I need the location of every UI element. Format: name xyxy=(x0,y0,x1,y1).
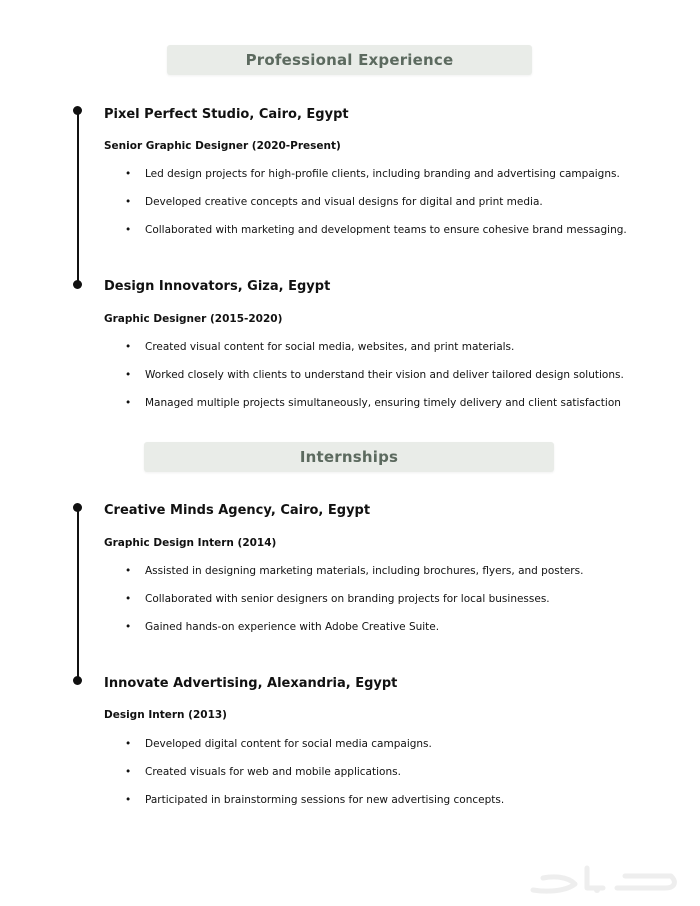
bullet-icon: • xyxy=(125,341,132,353)
bullet-icon: • xyxy=(125,224,132,236)
bullet-icon: • xyxy=(125,593,132,605)
timeline-dot xyxy=(73,503,82,512)
bullet-icon: • xyxy=(125,369,132,381)
section-title: Professional Experience xyxy=(245,51,454,69)
company-name: Innovate Advertising, Alexandria, Egypt xyxy=(104,676,398,691)
job-role: Graphic Design Intern (2014) xyxy=(104,537,277,549)
timeline-line xyxy=(77,111,79,285)
job-role: Graphic Designer (2015-2020) xyxy=(104,313,283,325)
bullet-icon: • xyxy=(125,168,132,180)
job-role: Design Intern (2013) xyxy=(104,709,227,721)
bullet-icon: • xyxy=(125,794,132,806)
bullet-icon: • xyxy=(125,766,132,778)
section-header-internships xyxy=(144,442,554,472)
section-title: Internships xyxy=(299,448,399,466)
company-name: Pixel Perfect Studio, Cairo, Egypt xyxy=(104,107,349,122)
timeline-dot xyxy=(73,280,82,289)
bullet-icon: • xyxy=(125,738,132,750)
bullet-icon: • xyxy=(125,621,132,633)
bullet-icon: • xyxy=(125,565,132,577)
watermark-logo-icon xyxy=(525,862,685,896)
timeline-line xyxy=(77,508,79,680)
company-name: Design Innovators, Giza, Egypt xyxy=(104,279,331,294)
bullet-icon: • xyxy=(125,196,132,208)
job-role: Senior Graphic Designer (2020-Present) xyxy=(104,140,341,152)
section-header-professional-experience xyxy=(167,45,532,75)
company-name: Creative Minds Agency, Cairo, Egypt xyxy=(104,503,371,518)
timeline-dot xyxy=(73,676,82,685)
bullet-icon: • xyxy=(125,397,132,409)
timeline-dot xyxy=(73,106,82,115)
